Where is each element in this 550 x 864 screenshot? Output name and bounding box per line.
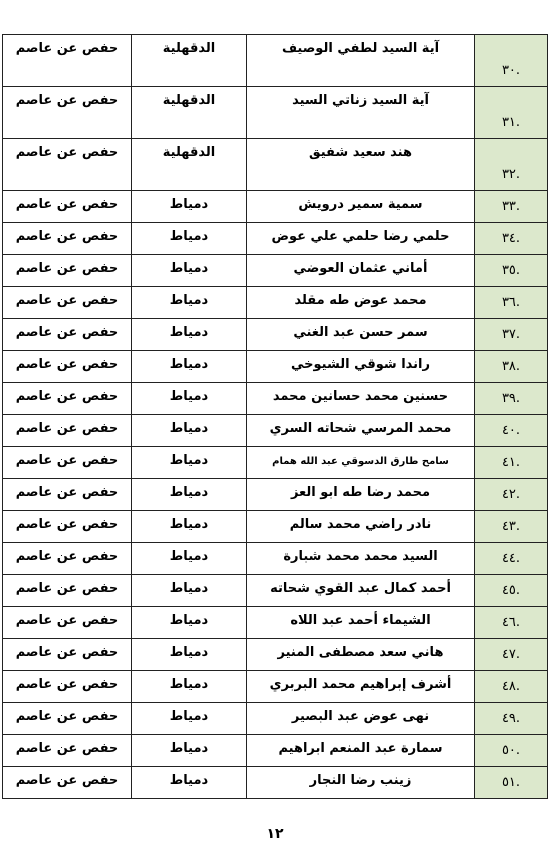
row-governorate-cell [132,607,247,639]
table-row [3,351,548,383]
row-riwaya: حفص عن عاصم [15,517,119,532]
row-name-cell [247,351,475,383]
table-row [3,607,548,639]
row-name-cell [247,767,475,799]
row-riwaya: حفص عن عاصم [15,453,119,468]
row-name: حلمي رضا حلمي علي عوض [271,229,450,244]
row-name: زينب رضا النجار [309,773,412,788]
row-number-cell [475,319,548,351]
row-number: .٥٠ [501,743,521,758]
row-governorate: دمياط [169,229,209,244]
row-number: .٣١ [501,115,521,130]
row-name-cell [247,735,475,767]
row-name: سمية سمير درويش [298,197,423,212]
row-number: .٤٧ [501,647,521,662]
row-name: نادر راضي محمد سالم [289,517,432,532]
row-riwaya-cell [3,139,132,191]
row-name-cell [247,639,475,671]
row-governorate: دمياط [169,261,209,276]
row-riwaya-cell [3,287,132,319]
row-governorate-cell [132,191,247,223]
table-row [3,543,548,575]
row-riwaya-cell [3,479,132,511]
row-number-cell [475,639,548,671]
row-number-cell [475,415,548,447]
row-number: .٣٦ [501,295,521,310]
row-name: أماني عثمان العوضي [293,261,428,276]
row-riwaya-cell [3,767,132,799]
row-number: .٣٩ [501,391,521,406]
row-riwaya: حفص عن عاصم [15,293,119,308]
row-riwaya-cell [3,543,132,575]
row-riwaya-cell [3,223,132,255]
row-riwaya: حفص عن عاصم [15,145,119,160]
row-governorate-cell [132,287,247,319]
row-name-cell [247,543,475,575]
row-governorate: دمياط [169,549,209,564]
row-name: راندا شوقي الشيوخي [291,357,430,372]
row-governorate-cell [132,671,247,703]
row-riwaya: حفص عن عاصم [15,261,119,276]
row-name-cell [247,415,475,447]
row-governorate: دمياط [169,293,209,308]
row-riwaya-cell [3,671,132,703]
row-governorate-cell [132,511,247,543]
row-number-cell [475,255,548,287]
row-riwaya-cell [3,351,132,383]
row-governorate: دمياط [169,485,209,500]
row-number-cell [475,703,548,735]
row-governorate: دمياط [169,613,209,628]
row-number-cell [475,35,548,87]
row-name-cell [247,447,475,479]
row-name-cell [247,671,475,703]
row-riwaya: حفص عن عاصم [15,229,119,244]
table-row [3,735,548,767]
row-riwaya-cell [3,639,132,671]
row-number: .٣٧ [501,327,521,342]
names-table [2,34,548,799]
row-governorate-cell [132,383,247,415]
table-row [3,383,548,415]
table-row [3,319,548,351]
row-riwaya-cell [3,191,132,223]
row-number: .٣٣ [501,199,521,214]
table-row [3,191,548,223]
row-governorate-cell [132,703,247,735]
row-number-cell [475,575,548,607]
row-riwaya: حفص عن عاصم [15,645,119,660]
row-riwaya-cell [3,383,132,415]
row-riwaya: حفص عن عاصم [15,741,119,756]
row-name-cell [247,255,475,287]
row-riwaya: حفص عن عاصم [15,773,119,788]
row-name: هاني سعد مصطفى المنير [277,645,444,660]
row-number-cell [475,223,548,255]
row-number: .٣٤ [501,231,521,246]
row-number-cell [475,671,548,703]
table-row [3,415,548,447]
row-governorate-cell [132,575,247,607]
row-number: .٣٥ [501,263,521,278]
row-riwaya: حفص عن عاصم [15,93,119,108]
row-riwaya: حفص عن عاصم [15,41,119,56]
row-name-cell [247,575,475,607]
row-governorate: دمياط [169,197,209,212]
row-name-cell [247,383,475,415]
row-name: أشرف إبراهيم محمد البربري [269,677,452,692]
row-riwaya: حفص عن عاصم [15,677,119,692]
row-governorate: دمياط [169,421,209,436]
table-row [3,767,548,799]
table-row [3,671,548,703]
row-governorate-cell [132,543,247,575]
row-riwaya-cell [3,703,132,735]
table-row [3,139,548,191]
row-riwaya-cell [3,415,132,447]
table-row [3,223,548,255]
row-riwaya-cell [3,447,132,479]
row-riwaya: حفص عن عاصم [15,485,119,500]
row-governorate: الدقهلية [162,93,216,108]
row-number: .٤٨ [501,679,521,694]
table-row [3,35,548,87]
row-governorate-cell [132,319,247,351]
row-governorate-cell [132,255,247,287]
row-governorate: دمياط [169,517,209,532]
row-name: أحمد كمال عبد القوي شحاته [270,581,451,596]
row-governorate: دمياط [169,453,209,468]
row-riwaya-cell [3,319,132,351]
row-name-cell [247,287,475,319]
row-number: .٣٠ [501,63,521,78]
row-governorate: دمياط [169,325,209,340]
row-number-cell [475,607,548,639]
row-number: .٤٤ [501,551,521,566]
row-governorate-cell [132,223,247,255]
table-row [3,287,548,319]
row-number: .٤٥ [501,583,521,598]
row-number-cell [475,767,548,799]
row-number: .٣٢ [501,167,521,182]
row-governorate-cell [132,767,247,799]
row-governorate: دمياط [169,709,209,724]
row-riwaya: حفص عن عاصم [15,389,119,404]
row-number: .٣٨ [501,359,521,374]
row-governorate-cell [132,351,247,383]
row-number-cell [475,351,548,383]
table-row [3,575,548,607]
row-governorate-cell [132,139,247,191]
row-name: سمر حسن عبد الغني [293,325,428,340]
row-governorate: دمياط [169,741,209,756]
row-name: سمارة عبد المنعم ابراهيم [278,741,443,756]
row-riwaya-cell [3,511,132,543]
row-governorate: دمياط [169,645,209,660]
row-name: حسنين محمد حسانين محمد [272,389,449,404]
table-row [3,87,548,139]
row-governorate-cell [132,639,247,671]
row-riwaya: حفص عن عاصم [15,581,119,596]
row-number: .٤٠ [501,423,521,438]
row-riwaya-cell [3,607,132,639]
row-number: .٤١ [501,455,521,470]
table-row [3,447,548,479]
row-governorate: دمياط [169,357,209,372]
row-name-cell [247,703,475,735]
row-number-cell [475,543,548,575]
row-governorate: دمياط [169,773,209,788]
row-number-cell [475,287,548,319]
row-riwaya-cell [3,255,132,287]
row-name-cell [247,191,475,223]
row-name: محمد رضا طه ابو العز [290,485,431,500]
row-name-cell [247,87,475,139]
row-governorate: الدقهلية [162,145,216,160]
row-governorate-cell [132,735,247,767]
row-number: .٤٩ [501,711,521,726]
row-governorate-cell [132,87,247,139]
row-name: آية السيد لطفي الوصيف [281,41,440,56]
row-governorate-cell [132,415,247,447]
row-number: .٤٣ [501,519,521,534]
names-table-body [3,35,548,799]
row-riwaya: حفص عن عاصم [15,325,119,340]
row-number-cell [475,87,548,139]
row-number: .٤٦ [501,615,521,630]
row-name-cell [247,607,475,639]
row-riwaya: حفص عن عاصم [15,197,119,212]
row-governorate: دمياط [169,581,209,596]
row-name-cell [247,139,475,191]
row-number-cell [475,383,548,415]
row-governorate-cell [132,35,247,87]
row-number-cell [475,447,548,479]
row-governorate-cell [132,479,247,511]
row-riwaya: حفص عن عاصم [15,709,119,724]
row-number-cell [475,479,548,511]
row-number-cell [475,511,548,543]
table-row [3,479,548,511]
row-name-cell [247,479,475,511]
row-riwaya-cell [3,87,132,139]
row-name: الشيماء أحمد عبد اللاه [290,613,431,628]
row-governorate: الدقهلية [162,41,216,56]
row-number-cell [475,735,548,767]
row-riwaya: حفص عن عاصم [15,549,119,564]
row-riwaya-cell [3,35,132,87]
page-number: ١٢ [266,826,284,842]
table-row [3,703,548,735]
row-number-cell [475,191,548,223]
row-name: سامح طارق الدسوقي عبد الله همام [272,456,449,467]
row-name: محمد عوض طه مقلد [294,293,427,308]
row-riwaya: حفص عن عاصم [15,357,119,372]
row-number: .٥١ [501,775,521,790]
row-riwaya-cell [3,575,132,607]
row-number: .٤٢ [501,487,521,502]
row-riwaya: حفص عن عاصم [15,613,119,628]
table-row [3,255,548,287]
row-name: محمد المرسي شحاته السري [269,421,452,436]
row-governorate: دمياط [169,677,209,692]
row-governorate-cell [132,447,247,479]
row-riwaya: حفص عن عاصم [15,421,119,436]
row-name-cell [247,319,475,351]
row-name-cell [247,35,475,87]
table-row [3,511,548,543]
table-row [3,639,548,671]
row-number-cell [475,139,548,191]
row-governorate: دمياط [169,389,209,404]
row-name: آية السيد زناتي السيد [292,93,429,108]
row-name-cell [247,223,475,255]
row-riwaya-cell [3,735,132,767]
row-name-cell [247,511,475,543]
row-name: نهى عوض عبد البصير [291,709,430,724]
row-name: هند سعيد شفيق [309,145,412,160]
row-name: السيد محمد محمد شبارة [283,549,438,564]
